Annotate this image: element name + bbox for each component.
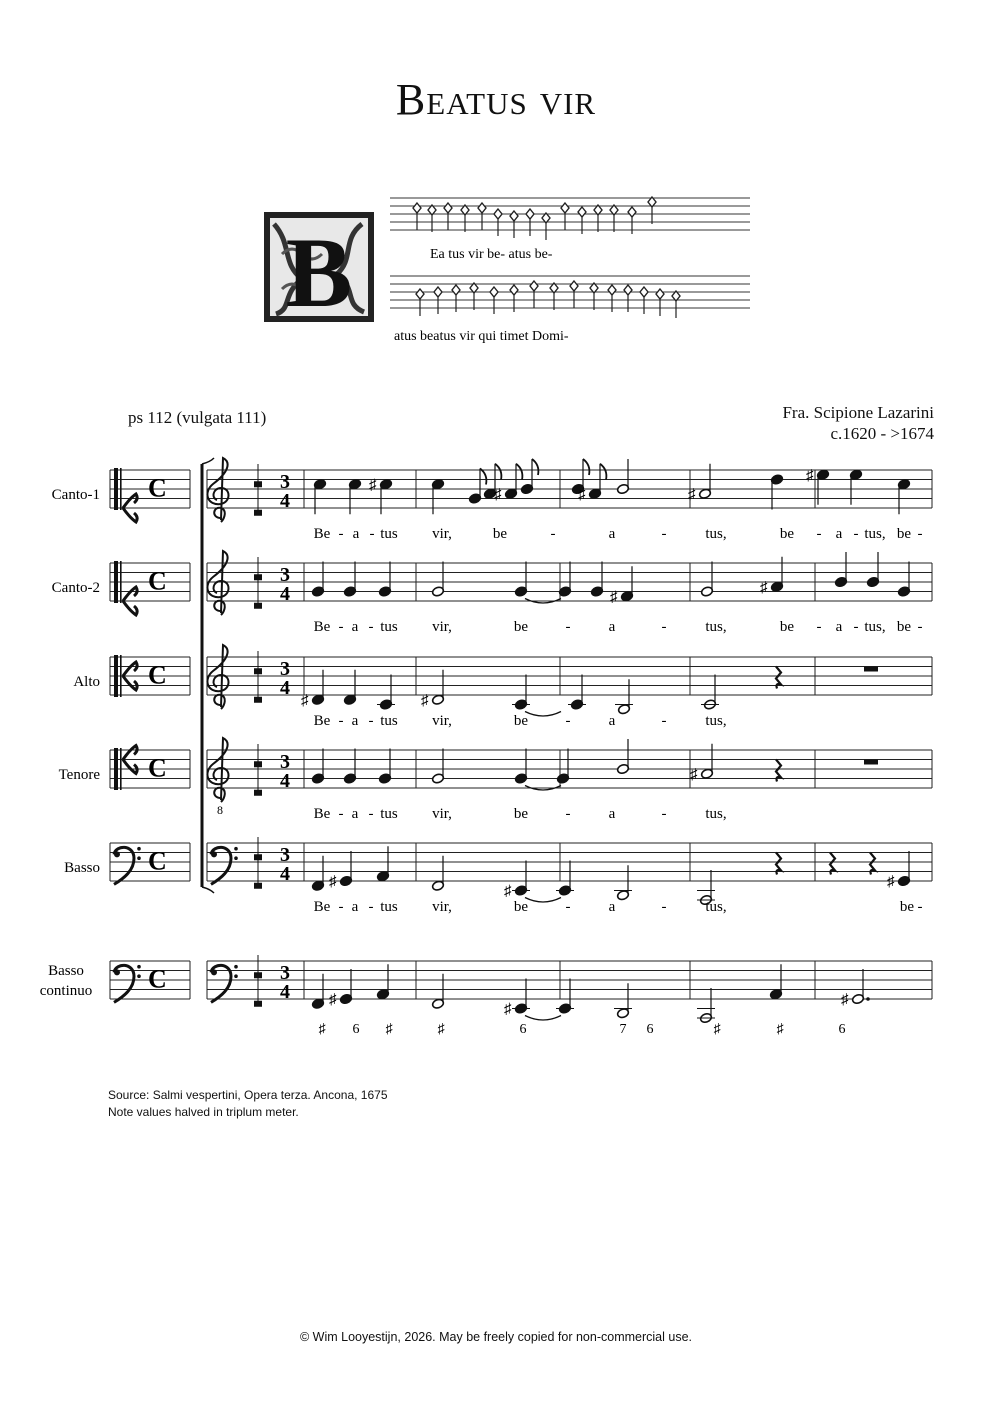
g-clef-icon	[207, 458, 228, 522]
facsimile-note	[510, 211, 518, 221]
figured-bass: 6	[519, 1022, 527, 1037]
incipit-staff	[110, 655, 190, 697]
sharp-icon: ♯	[841, 992, 849, 1008]
facsimile-text-1: Ea tus vir be- atus be-	[430, 247, 553, 262]
lyric-syllable: Be	[313, 526, 331, 542]
lyric-syllable: be	[896, 619, 912, 635]
lyric-syllable: vir,	[432, 899, 452, 915]
lyric-syllable: tus	[380, 526, 398, 542]
figured-bass: 6	[838, 1022, 846, 1037]
composer-dates: c.1620 - >1674	[830, 424, 934, 443]
sharp-icon: ♯	[760, 579, 768, 596]
time-bottom: 4	[280, 863, 290, 885]
octave-eight: 8	[217, 803, 223, 817]
lyric-syllable: vir,	[432, 713, 452, 729]
lyric-syllable: tus,	[705, 806, 727, 822]
common-time-icon: C	[148, 964, 167, 994]
sharp-icon: ♯	[806, 467, 814, 484]
lyric-syllable: a	[608, 619, 616, 635]
eighth-flag-icon	[583, 459, 589, 475]
lyric-syllable: a	[351, 899, 359, 915]
range-note-low	[254, 510, 262, 516]
lyric-syllable: -	[661, 619, 667, 635]
time-top: 3	[280, 962, 290, 984]
facsimile-note	[570, 281, 578, 291]
lyric-syllable: be	[492, 526, 508, 542]
range-note-low	[254, 790, 262, 796]
facsimile-note	[608, 285, 616, 295]
common-time-icon: C	[148, 846, 167, 876]
voice-label	[73, 674, 100, 690]
lyric-syllable: tus	[380, 713, 398, 729]
psalm-reference: ps 112 (vulgata 111)	[128, 408, 267, 427]
source-line-1: Source: Salmi vespertini, Opera terza. Ancona, 1675	[108, 1088, 388, 1102]
facsimile-note	[656, 289, 664, 299]
lyric-syllable: tus,	[705, 713, 727, 729]
voice-name: Tenore	[58, 766, 100, 783]
source-line-2: Note values halved in triplum meter.	[108, 1105, 299, 1119]
tie	[525, 898, 561, 903]
page-title: Beatus vir	[395, 75, 597, 124]
sharp-icon: ♯	[504, 883, 512, 900]
c-clef-icon	[114, 561, 118, 603]
lyric-syllable: -	[369, 526, 375, 542]
range-note-high	[254, 668, 262, 674]
facsimile-text-2: atus beatus vir qui timet Domi-	[394, 329, 569, 344]
lyric-syllable: tus,	[864, 526, 886, 542]
time-top: 3	[280, 564, 290, 586]
lyric-syllable: -	[338, 619, 344, 635]
voice-staff	[207, 738, 932, 822]
range-note-high	[254, 761, 262, 767]
composer-name: Fra. Scipione Lazarini	[782, 403, 934, 422]
common-time-icon: C	[148, 473, 167, 503]
lyric-syllable: be	[896, 526, 912, 542]
lyric-syllable: a	[835, 619, 843, 635]
lyric-syllable: -	[917, 526, 923, 542]
lyric-syllable: -	[816, 619, 822, 635]
lyric-syllable: tus,	[864, 619, 886, 635]
incipit-staff	[110, 468, 190, 522]
time-top: 3	[280, 658, 290, 680]
voice-label	[64, 860, 100, 876]
eighth-flag-icon	[600, 464, 606, 480]
lyric-syllable: -	[853, 619, 859, 635]
figured-bass: 6	[646, 1022, 654, 1037]
lyric-syllable: vir,	[432, 619, 452, 635]
lyric-syllable: -	[565, 713, 571, 729]
copyright-notice: © Wim Looyestijn, 2026. May be freely copied for non-commercial use.	[299, 1330, 693, 1344]
woodcut-facsimile	[262, 184, 762, 344]
lyric-syllable: -	[338, 713, 344, 729]
lyric-syllable: be	[513, 806, 529, 822]
lyric-syllable: be	[513, 899, 529, 915]
common-time-icon: C	[148, 566, 167, 596]
lyric-syllable: a	[608, 526, 616, 542]
lyric-syllable: tus,	[705, 619, 727, 635]
lyric-syllable: -	[338, 526, 344, 542]
voice-name: Canto-2	[51, 579, 100, 596]
lyric-syllable: be	[513, 619, 529, 635]
lyric-syllable: -	[338, 806, 344, 822]
sharp-icon: ♯	[504, 1001, 512, 1018]
time-bottom: 4	[280, 490, 290, 512]
sharp-icon: ♯	[369, 477, 377, 494]
lyric-syllable: Be	[313, 899, 331, 915]
whole-rest-icon	[864, 760, 878, 765]
figured-bass: ♯	[437, 1022, 445, 1037]
time-bottom: 4	[280, 583, 290, 605]
incipit-staff	[110, 961, 190, 1002]
lyric-syllable: vir,	[432, 806, 452, 822]
eighth-flag-icon	[532, 459, 538, 475]
facsimile-note	[640, 287, 648, 297]
lyric-syllable: -	[368, 713, 374, 729]
sharp-icon: ♯	[421, 692, 429, 709]
lyric-syllable: tus	[380, 619, 398, 635]
lyric-syllable: tus	[380, 899, 398, 915]
lyric-syllable: Be	[313, 619, 331, 635]
lyric-syllable: -	[661, 899, 667, 915]
figured-bass: ♯	[776, 1022, 784, 1037]
whole-rest-icon	[864, 667, 878, 672]
sharp-icon: ♯	[610, 589, 618, 606]
common-time-icon: C	[148, 660, 167, 690]
lyric-syllable: a	[352, 526, 360, 542]
tie	[525, 712, 561, 717]
lyric-syllable: a	[608, 713, 616, 729]
c-clef-icon	[114, 468, 118, 510]
facsimile-staff-1	[390, 197, 750, 262]
range-note-high	[254, 481, 262, 487]
facsimile-note	[494, 209, 502, 219]
lyric-syllable: a	[608, 899, 616, 915]
sharp-icon: ♯	[690, 766, 698, 783]
composer-block	[782, 402, 934, 444]
facsimile-note	[561, 203, 569, 213]
voice-label-continuo	[40, 963, 93, 999]
range-note-low	[254, 697, 262, 703]
range-note-low	[254, 603, 262, 609]
voice-staff	[207, 645, 932, 729]
voice-name: Alto	[73, 673, 100, 690]
lyric-syllable: -	[368, 619, 374, 635]
incipit-staff	[110, 746, 190, 791]
lyric-syllable: Be	[313, 806, 331, 822]
score	[0, 440, 992, 1037]
g-clef-icon	[207, 738, 228, 802]
lyric-syllable: -	[917, 899, 923, 915]
voice-name: Basso	[64, 859, 100, 876]
voice-name: Canto-1	[51, 486, 100, 503]
voice-staff	[207, 837, 932, 915]
lyric-syllable: a	[351, 806, 359, 822]
c-clef-icon	[114, 655, 118, 697]
eighth-flag-icon	[495, 464, 501, 480]
facsimile-note	[434, 287, 442, 297]
dot-icon	[866, 997, 870, 1001]
sharp-icon: ♯	[887, 874, 895, 890]
lyric-syllable: -	[661, 806, 667, 822]
figured-bass: ♯	[713, 1022, 721, 1037]
lyric-syllable: a	[835, 526, 843, 542]
sharp-icon: ♯	[301, 692, 309, 709]
lyric-syllable: -	[565, 806, 571, 822]
time-top: 3	[280, 751, 290, 773]
sharp-icon: ♯	[688, 486, 696, 503]
c-clef-icon	[114, 748, 118, 790]
voice-staff	[207, 551, 932, 635]
sharp-icon: ♯	[578, 486, 586, 503]
tie	[525, 1016, 561, 1021]
continuo-staff	[207, 955, 932, 1037]
range-note-high	[254, 854, 262, 860]
sharp-icon: ♯	[494, 486, 502, 503]
ornate-initial	[264, 212, 374, 328]
common-time-icon: C	[148, 753, 167, 783]
time-bottom: 4	[280, 981, 290, 1003]
lyric-syllable: be	[779, 526, 795, 542]
lyric-syllable: -	[917, 619, 923, 635]
facsimile-note	[478, 203, 486, 213]
initial-letter: B	[285, 217, 353, 328]
lyric-syllable: tus,	[705, 526, 727, 542]
range-note-high	[254, 574, 262, 580]
time-bottom: 4	[280, 770, 290, 792]
time-top: 3	[280, 471, 290, 493]
range-note-low	[254, 883, 262, 889]
facsimile-note	[413, 203, 421, 213]
figured-bass: ♯	[385, 1022, 393, 1037]
facsimile-note	[530, 281, 538, 291]
lyric-syllable: be	[513, 713, 529, 729]
lyric-syllable: -	[338, 899, 344, 915]
lyric-syllable: -	[853, 526, 859, 542]
lyric-syllable: a	[351, 619, 359, 635]
voice-label	[52, 580, 100, 596]
lyric-syllable: be	[899, 899, 915, 915]
sharp-icon: ♯	[329, 874, 337, 890]
facsimile-note	[628, 207, 636, 217]
incipit-staff	[110, 843, 190, 884]
lyric-syllable: a	[608, 806, 616, 822]
range-note-high	[254, 972, 262, 978]
figured-bass: ♯	[318, 1022, 326, 1037]
lyric-syllable: Be	[313, 713, 331, 729]
figured-bass: 7	[619, 1022, 627, 1037]
incipit-staff	[110, 561, 190, 615]
g-clef-icon	[207, 551, 228, 615]
facsimile-note	[416, 289, 424, 299]
lyric-syllable: -	[565, 619, 571, 635]
eighth-flag-icon	[480, 469, 486, 485]
facsimile-note	[490, 287, 498, 297]
lyric-syllable: -	[550, 526, 556, 542]
voice-label	[52, 487, 100, 503]
lyric-syllable: -	[661, 713, 667, 729]
sharp-icon: ♯	[329, 992, 337, 1008]
voice-label	[59, 767, 101, 783]
facsimile-note	[624, 285, 632, 295]
lyric-syllable: -	[368, 899, 374, 915]
source-note	[108, 1087, 388, 1121]
facsimile-note	[452, 285, 460, 295]
facsimile-staff-2	[390, 276, 750, 344]
lyric-syllable: -	[816, 526, 822, 542]
voice-staff	[207, 458, 932, 542]
facsimile-note	[526, 209, 534, 219]
lyric-syllable: a	[351, 713, 359, 729]
lyric-syllable: -	[368, 806, 374, 822]
facsimile-note	[578, 207, 586, 217]
figured-bass: 6	[352, 1022, 360, 1037]
facsimile-note	[510, 285, 518, 295]
time-top: 3	[280, 844, 290, 866]
lyric-syllable: -	[661, 526, 667, 542]
range-note-low	[254, 1001, 262, 1007]
lyric-syllable: vir,	[432, 526, 452, 542]
continuo-name-1: Basso	[48, 963, 84, 979]
facsimile-note	[444, 203, 452, 213]
lyric-syllable: -	[565, 899, 571, 915]
eighth-flag-icon	[516, 464, 522, 480]
continuo-name-2: continuo	[39, 983, 93, 999]
g-clef-icon	[207, 645, 228, 709]
lyric-syllable: tus,	[705, 899, 727, 915]
lyric-syllable: tus	[380, 806, 398, 822]
time-bottom: 4	[280, 677, 290, 699]
lyric-syllable: be	[779, 619, 795, 635]
